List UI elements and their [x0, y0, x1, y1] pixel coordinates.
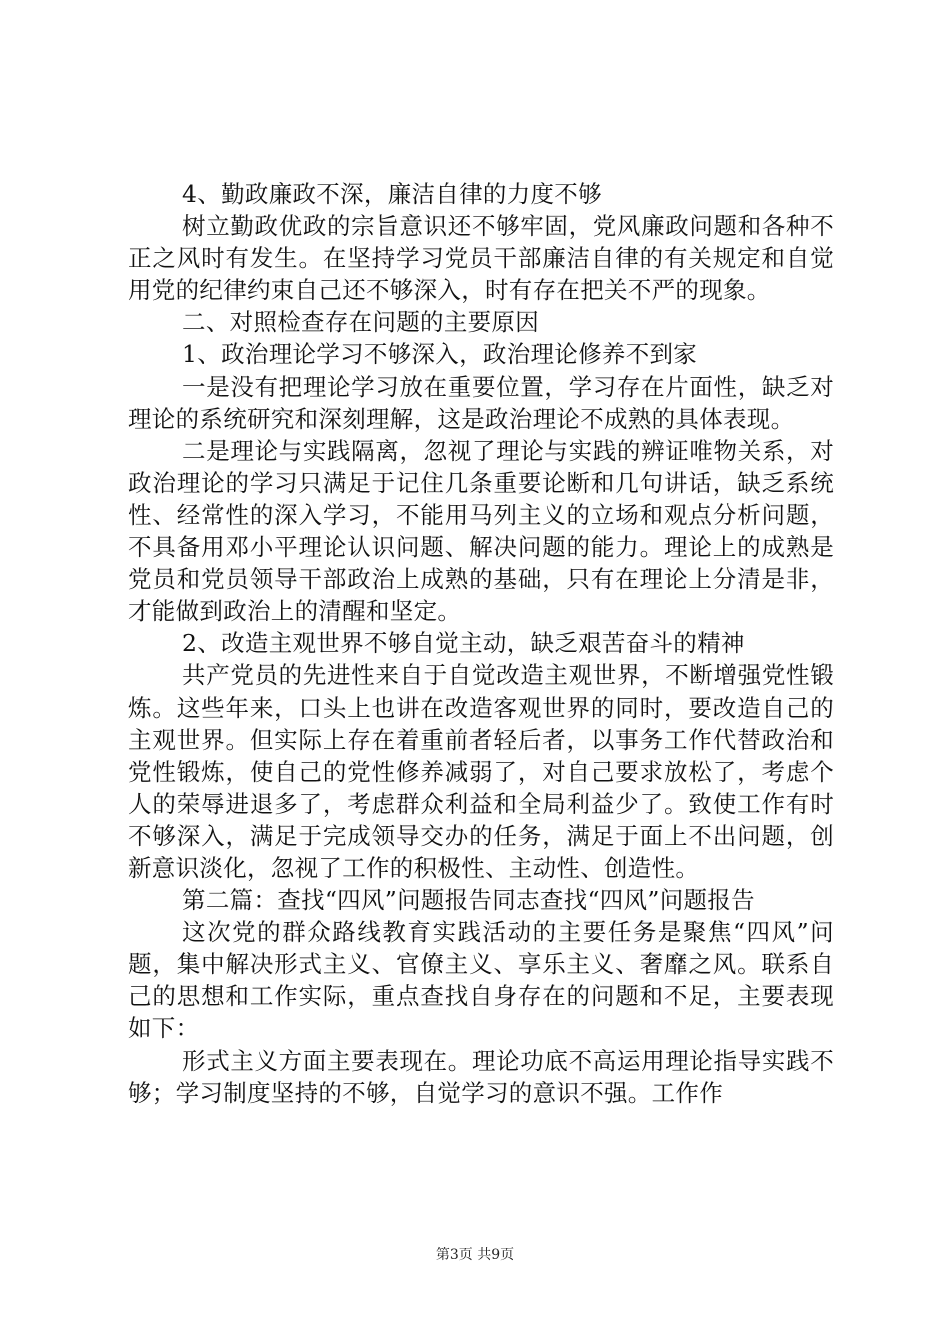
paragraph: 树立勤政优政的宗旨意识还不够牢固，党风廉政问题和各种不正之风时有发生。在坚持学习党员干部廉洁自律的有关规定和自觉用党的纪律约束自己还不够深入，时有存在把关不严的现象。	[128, 212, 834, 305]
paragraph: 共产党员的先进性来自于自觉改造主观世界，不断增强党性锻炼。这些年来，口头上也讲在改造客观世界的同时，要改造自己的主观世界。但实际上存在着重前者轻后者，以事务工作代替政治和党性锻炼，使自己的党性修养减弱了，对自己要求放松了，考虑个人的荣辱进退多了，考虑群众利益和全局利益少了。致使工作有时不够深入，满足于完成领导交办的任务，满足于面上不出问题，创新意识淡化，忽视了工作的积极性、主动性、创造性。	[128, 661, 834, 882]
document-body	[128, 178, 834, 1109]
section-heading: 4、勤政廉政不深，廉洁自律的力度不够	[182, 180, 602, 208]
paragraph: 二是理论与实践隔离，忽视了理论与实践的辨证唯物关系，对政治理论的学习只满足于记住几条重要论断和几句讲话，缺乏系统性、经常性的深入学习，不能用马列主义的立场和观点分析问题，不具备用邓小平理论认识问题、解决问题的能力。理论上的成熟是党员和党员领导干部政治上成熟的基础，只有在理论上分清是非，才能做到政治上的清醒和坚定。	[128, 436, 834, 626]
paragraph: 一是没有把理论学习放在重要位置，学习存在片面性，缺乏对理论的系统研究和深刻理解，这是政治理论不成熟的具体表现。	[128, 372, 834, 433]
section-heading: 2、改造主观世界不够自觉主动，缺乏艰苦奋斗的精神	[182, 629, 745, 658]
section-heading: 1、政治理论学习不够深入，政治理论修养不到家	[182, 340, 698, 369]
page-number-footer: 第3页 共9页	[435, 1247, 515, 1263]
paragraph: 形式主义方面主要表现在。理论功底不高运用理论指导实践不够；学习制度坚持的不够，自觉学习的意识不强。工作作	[128, 1046, 834, 1107]
paragraph: 这次党的群众路线教育实践活动的主要任务是聚焦“四风”问题，集中解决形式主义、官僚主义、享乐主义、奢靡之风。联系自己的思想和工作实际，重点查找自身存在的问题和不足，主要表现如下：	[128, 918, 834, 1043]
chapter-heading: 第二篇：查找“四风”问题报告同志查找“四风”问题报告	[182, 886, 755, 915]
section-heading: 二、对照检查存在问题的主要原因	[182, 308, 540, 337]
